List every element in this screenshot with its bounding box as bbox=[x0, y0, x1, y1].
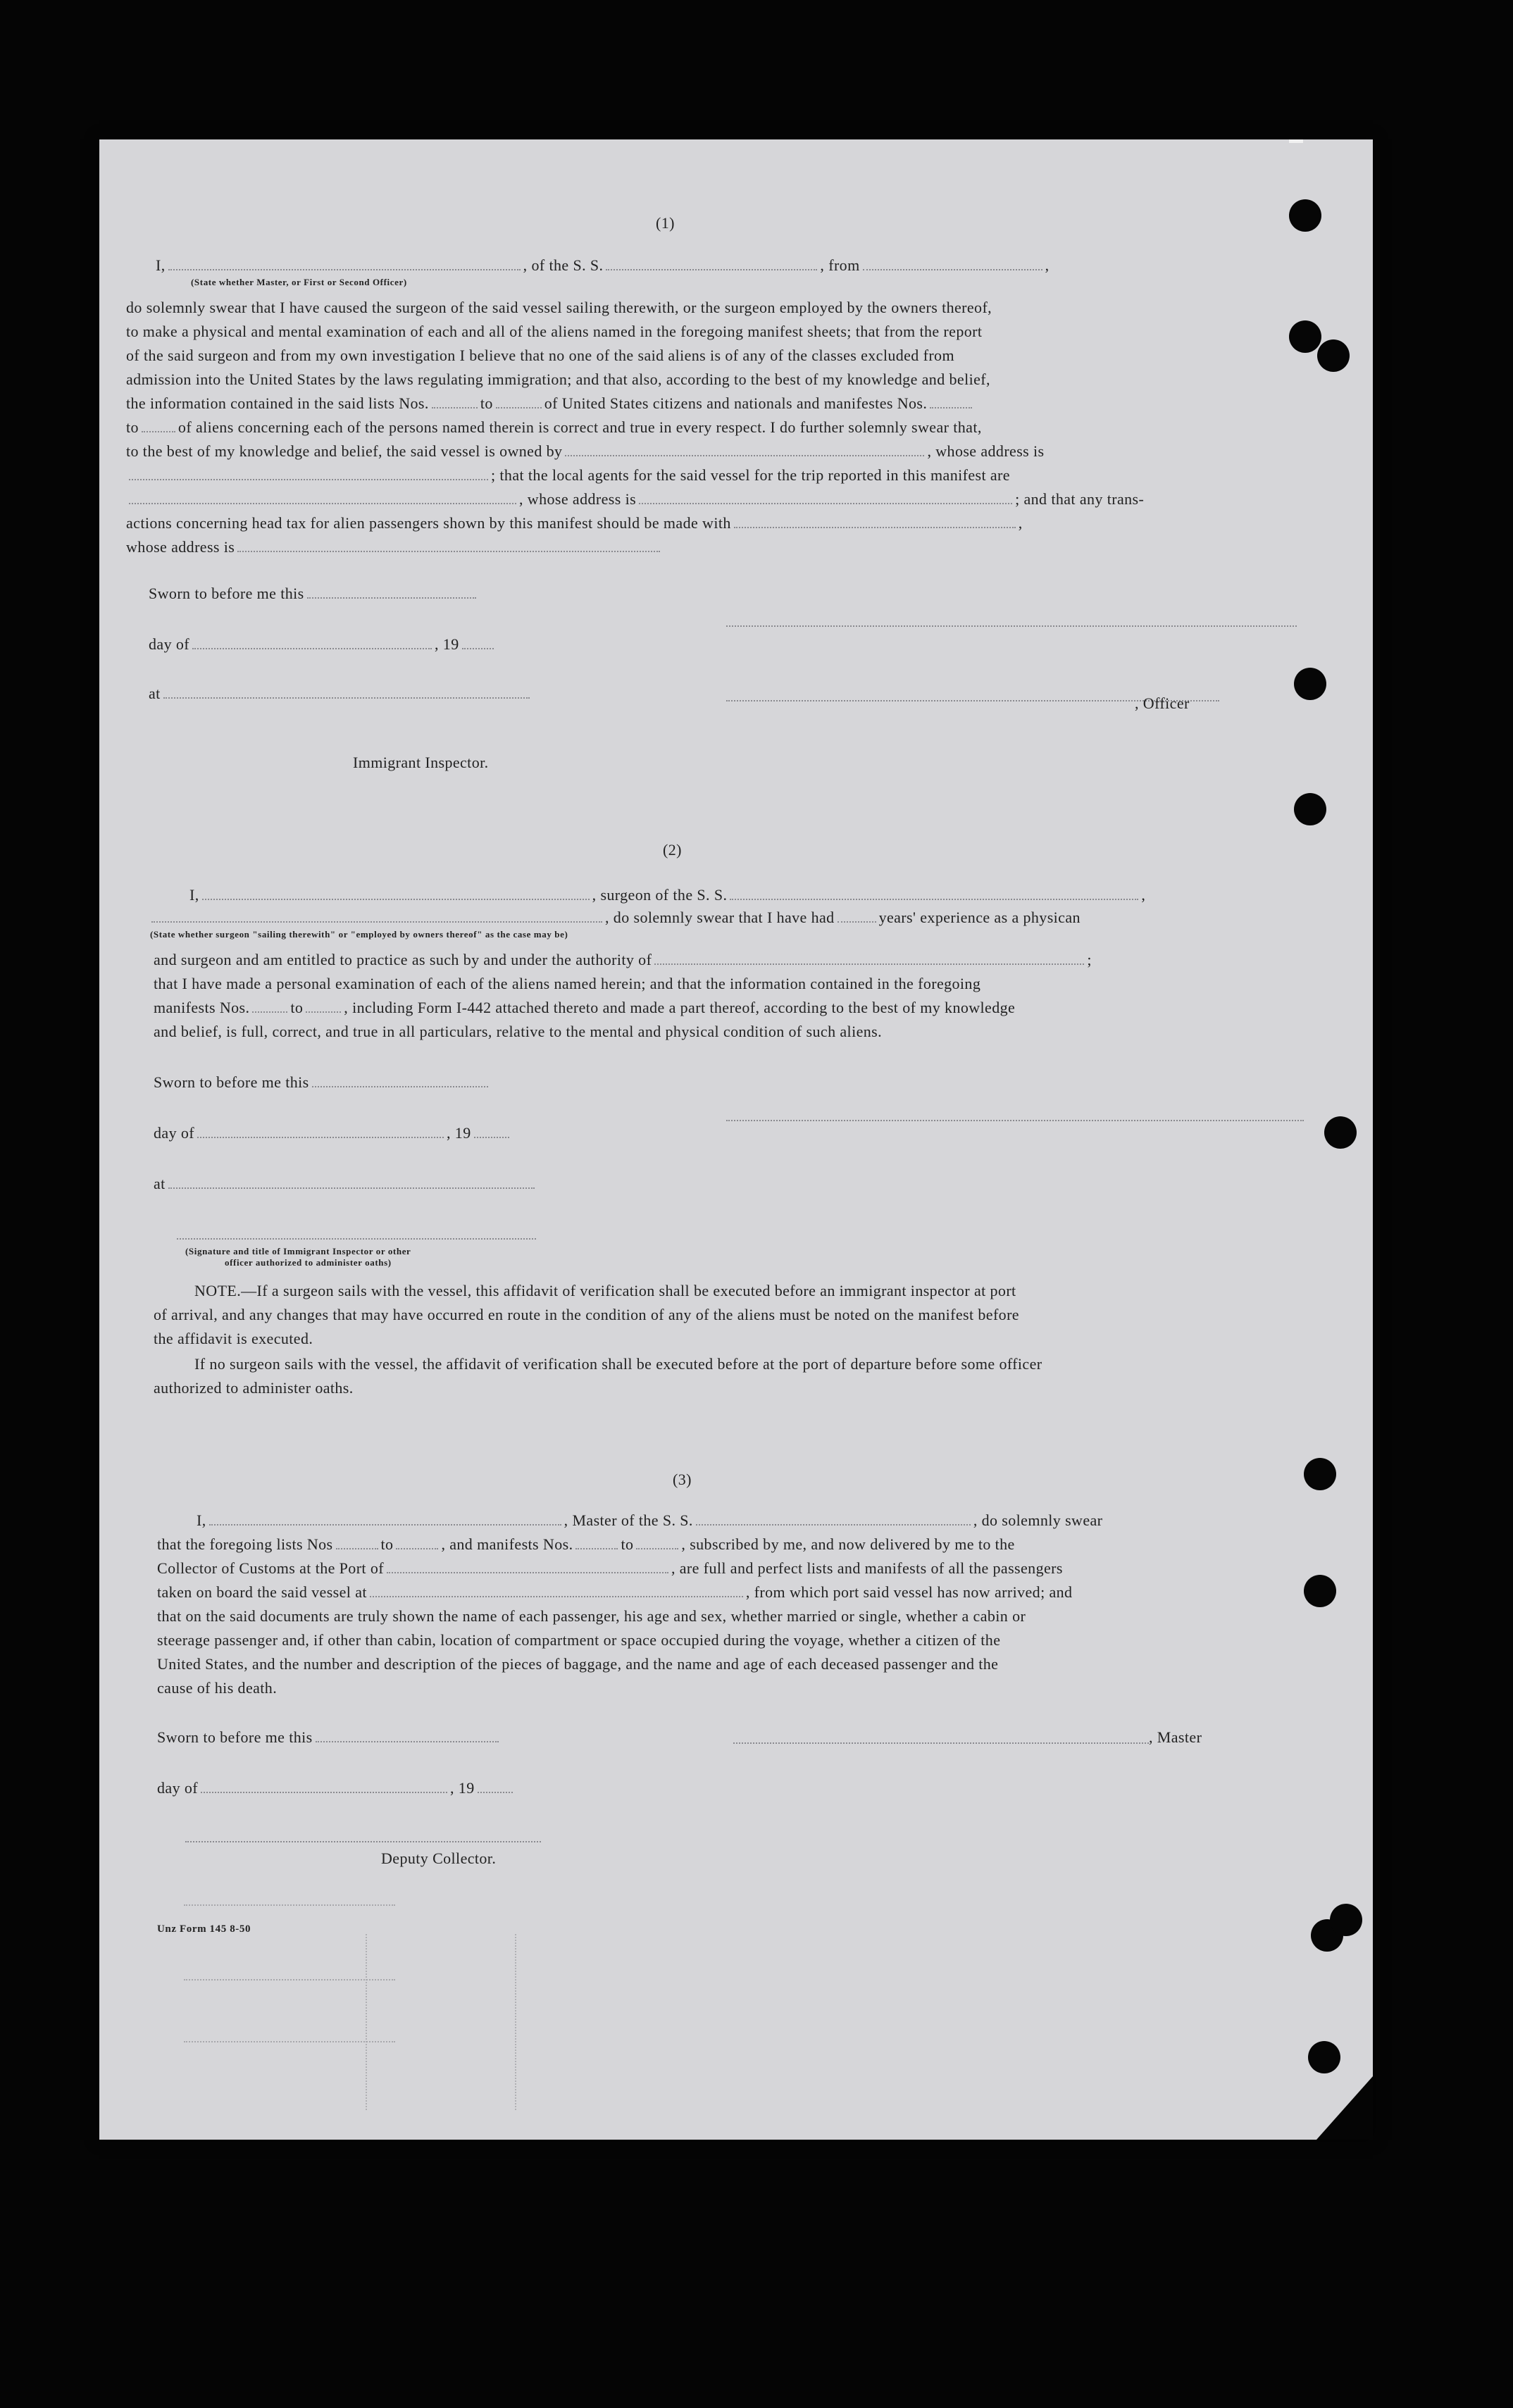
s3-year-blank[interactable] bbox=[478, 1789, 513, 1793]
years-experience-blank[interactable] bbox=[838, 918, 876, 923]
s2-at-line: at bbox=[154, 1176, 537, 1192]
form-number: Unz Form 145 8-50 bbox=[157, 1923, 251, 1935]
faint-stamp-area bbox=[366, 1934, 516, 2110]
s3-paragraph-line-1: that the foregoing lists Nos to , and manifests Nos. to , subscribed by me, and now delivered by me to the bbox=[157, 1535, 1015, 1553]
scrawl-line-3 bbox=[184, 2041, 395, 2042]
s3-day-of-line: day of , 19 bbox=[157, 1780, 516, 1796]
s1-month-blank[interactable] bbox=[192, 645, 432, 649]
s1-paragraph-line-7: to the best of my knowledge and belief, the said vessel is owned by , whose address is bbox=[126, 442, 1045, 460]
manifest-page bbox=[99, 139, 1373, 2140]
folded-corner bbox=[1316, 2076, 1373, 2140]
master-name-blank[interactable] bbox=[209, 1521, 561, 1526]
deputy-collector-label: Deputy Collector. bbox=[381, 1849, 497, 1867]
section-2-number: (2) bbox=[663, 841, 682, 859]
s1-sworn-line: Sworn to before me this bbox=[149, 586, 479, 601]
ship-name-blank[interactable] bbox=[606, 266, 817, 270]
s1-paragraph-line-2: to make a physical and mental examination of each and all of the aliens named in the foregoing manifest sheets; that from the report bbox=[126, 323, 983, 340]
punch-hole bbox=[1304, 1458, 1336, 1490]
punch-hole bbox=[1289, 199, 1321, 232]
punch-hole bbox=[1308, 2041, 1340, 2073]
s3-paragraph-line-2: Collector of Customs at the Port of , are full and perfect lists and manifests of all the passengers bbox=[157, 1559, 1063, 1577]
s1-paragraph-line-5: the information contained in the said lists Nos. to of United States citizens and nationals and manifestes Nos. bbox=[126, 396, 975, 411]
head-tax-contact-blank[interactable] bbox=[734, 524, 1016, 528]
s1-year-blank[interactable] bbox=[462, 645, 494, 649]
surgeon-status-note: (State whether surgeon "sailing therewith" or "employed by owners thereof" as the case may be) bbox=[150, 929, 568, 940]
s2-sworn-line: Sworn to before me this bbox=[154, 1075, 491, 1090]
scan-mark bbox=[1289, 139, 1303, 143]
scrawl-line-1 bbox=[184, 1904, 395, 1906]
note-line-5: authorized to administer oaths. bbox=[154, 1379, 354, 1397]
s2-day-of-line: day of , 19 bbox=[154, 1125, 512, 1141]
from-port-blank[interactable] bbox=[863, 266, 1042, 270]
s2-surgeon-signature-line[interactable] bbox=[726, 1120, 1304, 1121]
signature-title-note-2: officer authorized to administer oaths) bbox=[225, 1257, 392, 1268]
punch-hole bbox=[1304, 1575, 1336, 1607]
vessel-owner-blank[interactable] bbox=[565, 452, 924, 456]
punch-hole bbox=[1294, 668, 1326, 700]
section-2-line-i: I, , surgeon of the S. S. , bbox=[189, 886, 1146, 904]
s1-paragraph-line-10: actions concerning head tax for alien passengers shown by this manifest should be made with , bbox=[126, 514, 1023, 532]
s1-at-line: at bbox=[149, 686, 533, 701]
punch-hole bbox=[1317, 339, 1350, 372]
section-3-line-i: I, , Master of the S. S. , do solemnly swear bbox=[197, 1511, 1103, 1529]
s3-paragraph-line-3: taken on board the said vessel at , from which port said vessel has now arrived; and bbox=[157, 1583, 1073, 1601]
surgeon-status-blank[interactable] bbox=[151, 918, 602, 923]
s1-day-of-line: day of , 19 bbox=[149, 637, 497, 652]
s1-paragraph-line-9: , whose address is ; and that any trans- bbox=[126, 492, 1144, 507]
scrawl-line-2 bbox=[184, 1979, 395, 1980]
s3-paragraph-line-6: United States, and the number and description of the pieces of baggage, and the name and age of each deceased passenger and the bbox=[157, 1655, 999, 1673]
s3-lists-from-blank[interactable] bbox=[336, 1545, 378, 1549]
note-line-4: If no surgeon sails with the vessel, the affidavit of verification shall be executed before at the port of departure before some officer bbox=[194, 1355, 1042, 1373]
s2-year-blank[interactable] bbox=[474, 1134, 509, 1138]
officer-name-blank[interactable] bbox=[168, 266, 521, 270]
s1-paragraph-line-1: do solemnly swear that I have caused the surgeon of the said vessel sailing therewith, or the surgeon employed by the owners thereof, bbox=[126, 299, 992, 316]
embarkation-port-blank[interactable] bbox=[370, 1593, 743, 1597]
s3-sworn-day-blank[interactable] bbox=[316, 1738, 499, 1742]
surgeon-name-blank[interactable] bbox=[202, 896, 590, 900]
s3-paragraph-line-7: cause of his death. bbox=[157, 1679, 278, 1697]
signature-title-note-1: (Signature and title of Immigrant Inspector or other bbox=[185, 1246, 411, 1256]
s1-paragraph-line-8: ; that the local agents for the said vessel for the trip reported in this manifest are bbox=[126, 468, 1010, 483]
manifest-from-blank[interactable] bbox=[930, 404, 972, 408]
section-1-number: (1) bbox=[656, 214, 675, 232]
s2-paragraph-line-1: and surgeon and am entitled to practice as such by and under the authority of ; bbox=[154, 951, 1092, 968]
s2-ship-name-blank[interactable] bbox=[730, 896, 1138, 900]
punch-hole bbox=[1330, 1904, 1362, 1936]
s3-sworn-line: Sworn to before me this bbox=[157, 1730, 502, 1745]
owner-address-blank[interactable] bbox=[129, 476, 488, 480]
section-1-line-i: I, , of the S. S. , from , bbox=[156, 256, 1050, 274]
s3-ship-name-blank[interactable] bbox=[696, 1521, 971, 1526]
s2-paragraph-line-3: manifests Nos. to , including Form I-442 attached thereto and made a part thereof, according to the best of my knowledge bbox=[154, 999, 1016, 1016]
section-2-line-swear: , do solemnly swear that I have had years' experience as a physican bbox=[149, 910, 1081, 925]
note-line-3: the affidavit is executed. bbox=[154, 1330, 313, 1347]
s2-inspector-signature-line[interactable] bbox=[177, 1238, 536, 1240]
s3-manifest-from-blank[interactable] bbox=[575, 1545, 618, 1549]
s1-place-blank[interactable] bbox=[163, 694, 530, 699]
customs-port-blank[interactable] bbox=[387, 1569, 668, 1573]
s2-month-blank[interactable] bbox=[197, 1134, 444, 1138]
immigrant-inspector-label: Immigrant Inspector. bbox=[353, 754, 489, 771]
s2-manifest-from-blank[interactable] bbox=[252, 1009, 287, 1013]
s1-paragraph-line-6: to of aliens concerning each of the persons named therein is correct and true in every respect. I do further solemnly swear that, bbox=[126, 418, 982, 436]
head-tax-address-blank[interactable] bbox=[237, 548, 660, 552]
officer-label: , Officer bbox=[1135, 694, 1190, 712]
s1-officer-signature-line[interactable] bbox=[726, 625, 1297, 627]
s3-paragraph-line-5: steerage passenger and, if other than cabin, location of compartment or space occupied during the voyage, whether a citizen of the bbox=[157, 1631, 1001, 1649]
s3-collector-signature-line[interactable] bbox=[185, 1841, 541, 1842]
s3-paragraph-line-4: that on the said documents are truly shown the name of each passenger, his age and sex, whether married or single, whether a cabin or bbox=[157, 1607, 1026, 1625]
note-line-1: NOTE.—If a surgeon sails with the vessel, this affidavit of verification shall be executed before an immigrant inspector at port bbox=[194, 1282, 1016, 1299]
practice-authority-blank[interactable] bbox=[654, 961, 1084, 965]
manifest-to-blank[interactable] bbox=[142, 428, 175, 432]
s3-month-blank[interactable] bbox=[201, 1789, 447, 1793]
s2-sworn-day-blank[interactable] bbox=[312, 1083, 488, 1087]
s1-paragraph-line-11: whose address is bbox=[126, 539, 663, 555]
punch-hole bbox=[1324, 1116, 1357, 1149]
local-agents-blank[interactable] bbox=[129, 500, 516, 504]
s3-master-signature-line[interactable] bbox=[733, 1742, 1149, 1744]
citizen-lists-to-blank[interactable] bbox=[496, 404, 542, 408]
s3-lists-to-blank[interactable] bbox=[396, 1545, 438, 1549]
s2-manifest-to-blank[interactable] bbox=[306, 1009, 341, 1013]
s1-paragraph-line-4: admission into the United States by the laws regulating immigration; and that also, according to the best of my knowledge and belief, bbox=[126, 370, 990, 388]
citizen-lists-from-blank[interactable] bbox=[432, 404, 478, 408]
s1-paragraph-line-3: of the said surgeon and from my own investigation I believe that no one of the said aliens is of any of the classes excluded from bbox=[126, 347, 954, 364]
agents-address-blank[interactable] bbox=[639, 500, 1012, 504]
s3-manifest-to-blank[interactable] bbox=[636, 1545, 678, 1549]
s2-paragraph-line-2: that I have made a personal examination of each of the aliens named herein; and that the information contained in the foregoing bbox=[154, 975, 981, 992]
master-label: , Master bbox=[1149, 1728, 1202, 1746]
note-line-2: of arrival, and any changes that may have occurred en route in the condition of any of the aliens must be noted on the manifest before bbox=[154, 1306, 1019, 1323]
s2-paragraph-line-4: and belief, is full, correct, and true in all particulars, relative to the mental and physical condition of such aliens. bbox=[154, 1023, 883, 1040]
s1-sworn-day-blank[interactable] bbox=[307, 594, 476, 599]
officer-rank-note: (State whether Master, or First or Second Officer) bbox=[191, 277, 407, 287]
punch-hole bbox=[1294, 793, 1326, 825]
punch-hole bbox=[1289, 320, 1321, 353]
s2-place-blank[interactable] bbox=[168, 1185, 535, 1189]
section-3-number: (3) bbox=[673, 1471, 692, 1488]
